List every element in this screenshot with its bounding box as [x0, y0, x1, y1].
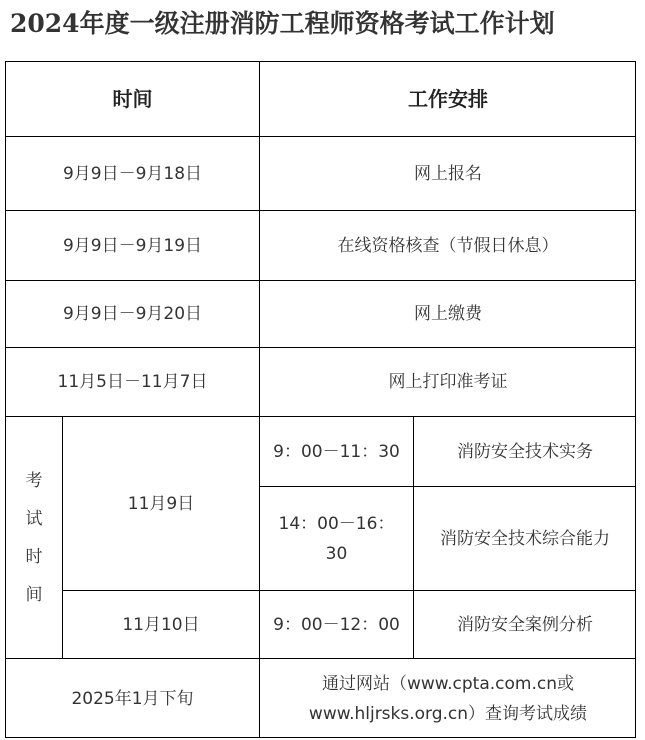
- row-time: 11月5日－11月7日: [57, 372, 208, 392]
- session-time: 9：00－12：00: [273, 614, 400, 635]
- header-time: 时间: [112, 87, 153, 111]
- result-time: 2025年1月下旬: [71, 688, 194, 709]
- exam-time-label: [6, 417, 62, 658]
- session-time: 9：00－11：30: [273, 441, 400, 462]
- exam-label-char: 试: [25, 508, 43, 529]
- exam-day1-date: 11月9日: [127, 493, 195, 514]
- row-time: 9月9日－9月18日: [62, 163, 203, 184]
- row-work: 网上报名: [414, 163, 482, 184]
- header-work: 工作安排: [408, 87, 488, 111]
- session-subject: 消防安全技术综合能力: [440, 528, 610, 549]
- row-work: 网上缴费: [414, 304, 482, 324]
- row-time: 9月9日－9月20日: [62, 304, 203, 324]
- row-work: 网上打印准考证: [388, 372, 508, 392]
- schedule-table: [5, 61, 636, 738]
- session-subject: 消防安全技术实务: [457, 441, 593, 462]
- exam-label-char: 考: [25, 470, 43, 491]
- exam-day2-date: 11月10日: [122, 614, 200, 635]
- row-work: 在线资格核查（节假日休息）: [337, 235, 559, 256]
- exam-label-char: 间: [25, 584, 43, 605]
- result-work: 通过网站（www.cpta.com.cn或www.hljrsks.org.cn）查询考试成绩: [308, 673, 588, 724]
- row-time: 9月9日－9月19日: [62, 235, 203, 256]
- page-title: 2024年度一级注册消防工程师资格考试工作计划: [10, 9, 555, 38]
- exam-label-char: 时: [25, 546, 43, 567]
- session-time: 14：00－16：30: [278, 513, 395, 564]
- session-subject: 消防安全案例分析: [457, 614, 593, 635]
